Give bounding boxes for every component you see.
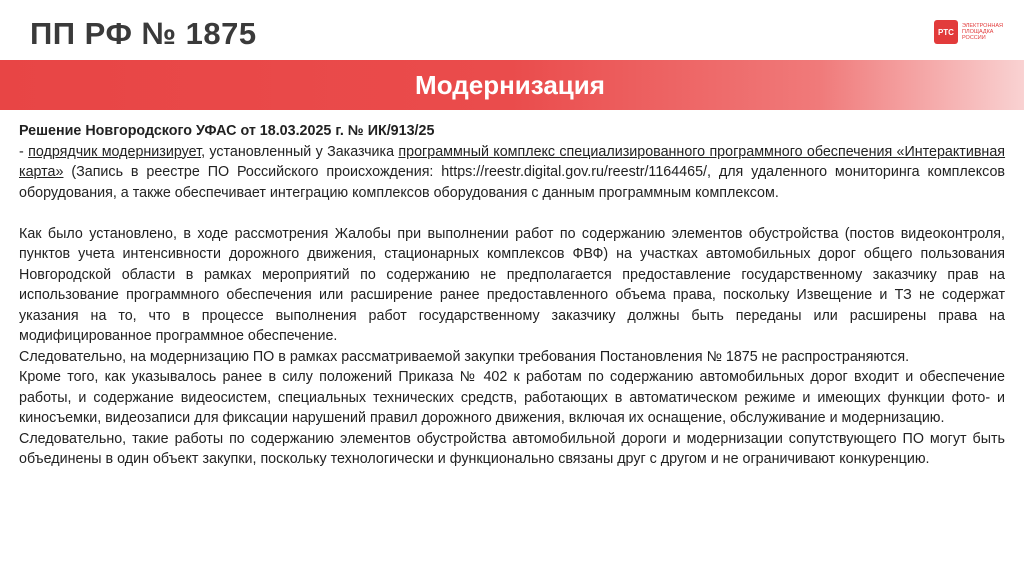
paragraph-gap — [19, 203, 1005, 224]
paragraph-1 — [19, 142, 1005, 204]
rts-logo-mark: РТС — [934, 20, 958, 44]
rts-logo — [934, 20, 1002, 44]
paragraph-1-mid: , установленный у Заказчика — [201, 143, 399, 160]
paragraph-4: Кроме того, как указывалось ранее в силу положений Приказа № 402 к работам по содержанию автомобильных дорог входит и обеспечение работы, и содержание видеосистем, специальных технических средств, работающих в автоматическом режиме и имеющих функции фото- и киносъемки, видеозаписи для фиксации нарушений правил дорожного движения, включая их оснащение, обслуживание и модернизацию. — [19, 369, 1005, 426]
rts-logo-text: ЭЛЕКТРОННАЯ ПЛОЩАДКА РОССИИ — [962, 23, 1004, 41]
contractor-modernizes-text: подрядчик модернизирует — [28, 143, 202, 160]
paragraph-5: Следовательно, такие работы по содержанию элементов обустройства автомобильной дороги и модернизации сопутствующего ПО могут быть объединены в один объект закупки, поскольку технологически и функционально связаны друг с другом и не ограничивают конкуренцию. — [19, 430, 1005, 467]
paragraph-1-prefix: - — [19, 143, 29, 160]
slide-title: ПП РФ № 1875 — [30, 16, 257, 51]
paragraph-3: Следовательно, на модернизацию ПО в рамках рассматриваемой закупки требования Постановления № 1875 не распространяются. — [19, 348, 910, 365]
section-banner — [0, 60, 1024, 110]
decision-heading: Решение Новгородского УФАС от 18.03.2025 г. № ИК/913/25 — [19, 123, 435, 139]
slide-body — [19, 121, 1005, 470]
paragraph-2: Как было установлено, в ходе рассмотрения Жалобы при выполнении работ по содержанию элементов обустройства (постов видеоконтроля, пунктов учета интенсивности дорожного движения, стационарных комплексов ФВФ) на участках автомобильных дорог общего пользования Новгородской области в рамках мероприятий по содержанию не предполагается предоставление государственному заказчику прав на использование программного обеспечения или расширение ранее предоставленного объема права, поскольку Извещение и ТЗ не содержат указания на то, что в процессе выполнения работ государственному заказчику должны быть переданы или расширены права на модифицированное программное обеспечение. — [19, 225, 1005, 344]
section-title: Модернизация — [415, 69, 605, 100]
software-complex-text: программный комплекс специализированного программного обеспечения «Интерактивная карта» — [19, 143, 1006, 180]
paragraph-1-rest: (Запись в реестре ПО Российского происхождения: https://reestr.digital.gov.ru/reestr/1164465/, для удаленного мониторинга комплексов оборудования, а также обеспечивает интеграцию комплексов оборудования с данным программным комплексом. — [19, 164, 1005, 201]
